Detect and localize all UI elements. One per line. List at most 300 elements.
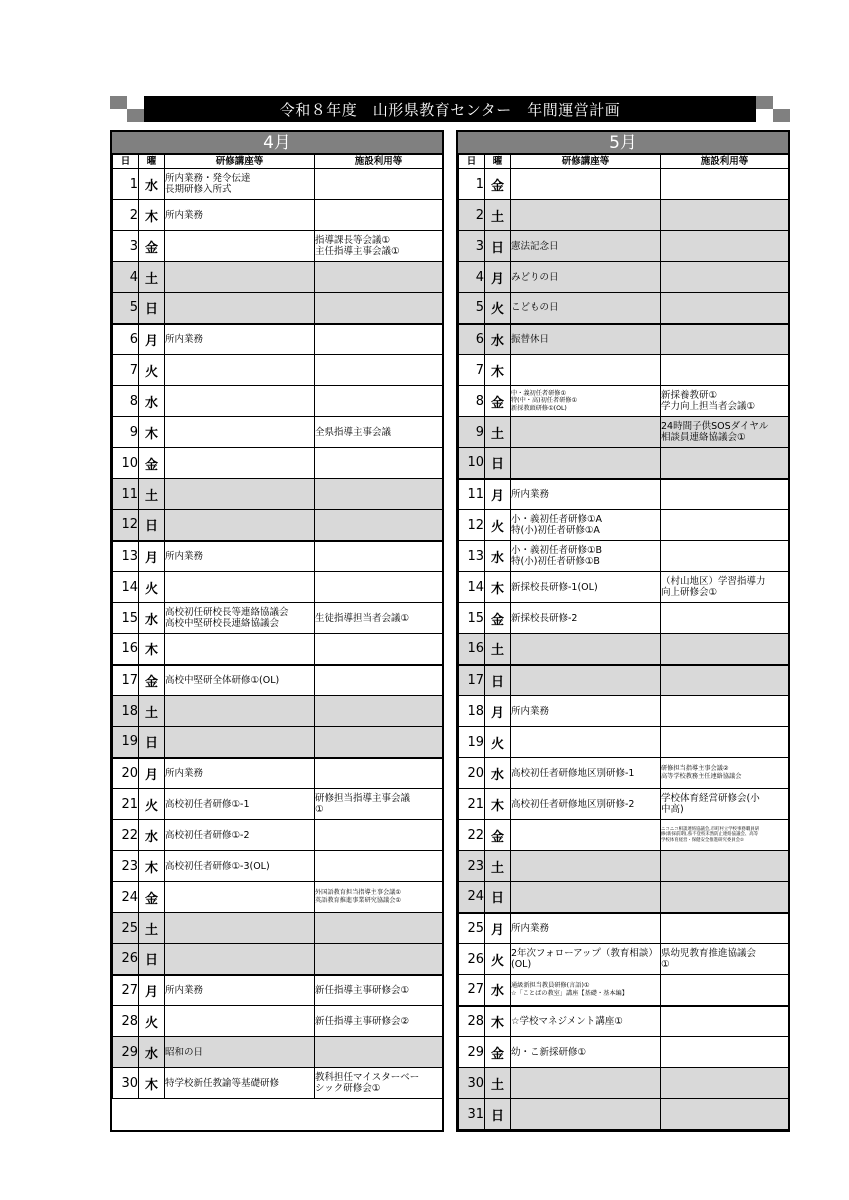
- training-cell: 中・義初任者研修① 特(中・高)初任者研修① 新採教頭研修①(OL): [511, 386, 661, 417]
- calendar-row: [459, 479, 789, 510]
- weekday-label: 土: [485, 634, 511, 665]
- weekday-label: 日: [139, 510, 165, 541]
- weekday-label: 木: [485, 355, 511, 386]
- column-header-day: 日: [459, 155, 485, 169]
- training-cell: 高校中堅研全体研修①(OL): [165, 665, 315, 696]
- day-number: 28: [113, 1006, 139, 1037]
- weekday-label: 火: [485, 510, 511, 541]
- facility-cell: [661, 665, 789, 696]
- weekday-label: 水: [485, 975, 511, 1006]
- calendar-row: [459, 882, 789, 913]
- day-number: 20: [459, 758, 485, 789]
- training-cell: [165, 448, 315, 479]
- calendar-row: [459, 696, 789, 727]
- weekday-label: 木: [139, 634, 165, 665]
- weekday-label: 水: [139, 1037, 165, 1068]
- calendar-row: [459, 262, 789, 293]
- weekday-label: 日: [485, 882, 511, 913]
- training-cell: [511, 1099, 661, 1130]
- weekday-label: 木: [485, 1006, 511, 1037]
- training-cell: [165, 355, 315, 386]
- facility-cell: [315, 758, 443, 789]
- day-number: 10: [459, 448, 485, 479]
- calendars-container: [110, 130, 790, 1132]
- column-header-day: 日: [113, 155, 139, 169]
- calendar-row: [459, 417, 789, 448]
- weekday-label: 土: [139, 913, 165, 944]
- day-number: 12: [113, 510, 139, 541]
- training-cell: 所内業務: [165, 758, 315, 789]
- training-cell: 所内業務・発令伝達 長期研修入所式: [165, 169, 315, 200]
- weekday-label: 土: [139, 262, 165, 293]
- facility-cell: 教科担任マイスターベー シック研修会①: [315, 1068, 443, 1099]
- day-number: 16: [113, 634, 139, 665]
- facility-cell: [661, 975, 789, 1006]
- facility-cell: [661, 1037, 789, 1068]
- facility-cell: [315, 1037, 443, 1068]
- day-number: 18: [459, 696, 485, 727]
- calendar-row: [459, 448, 789, 479]
- weekday-label: 火: [139, 1006, 165, 1037]
- calendar-may-body: [459, 169, 789, 1130]
- day-number: 18: [113, 696, 139, 727]
- training-cell: [511, 200, 661, 231]
- facility-cell: [315, 448, 443, 479]
- calendar-april-title: 4月: [112, 132, 442, 154]
- facility-cell: [315, 200, 443, 231]
- facility-cell: [661, 727, 789, 758]
- calendar-row: [113, 293, 443, 324]
- training-cell: [165, 479, 315, 510]
- training-cell: [511, 1068, 661, 1099]
- training-cell: [165, 510, 315, 541]
- weekday-label: 木: [485, 572, 511, 603]
- training-cell: 通級新担当教員研修(言語)① ☆「ことばの教室」講座【基礎・基本編】: [511, 975, 661, 1006]
- calendar-row: [113, 634, 443, 665]
- calendar-row: [113, 727, 443, 758]
- training-cell: 憲法記念日: [511, 231, 661, 262]
- day-number: 21: [459, 789, 485, 820]
- weekday-label: 金: [139, 231, 165, 262]
- column-header-facility: 施設利用等: [661, 155, 789, 169]
- day-number: 23: [113, 851, 139, 882]
- training-cell: [165, 696, 315, 727]
- calendar-may-title: 5月: [458, 132, 788, 154]
- day-number: 5: [113, 293, 139, 324]
- weekday-label: 木: [485, 789, 511, 820]
- day-number: 31: [459, 1099, 485, 1130]
- facility-cell: 学校体育経営研修会(小 中高): [661, 789, 789, 820]
- training-cell: [165, 262, 315, 293]
- column-header-training: 研修講座等: [165, 155, 315, 169]
- calendar-row: [459, 975, 789, 1006]
- training-cell: こどもの日: [511, 293, 661, 324]
- weekday-label: 月: [485, 479, 511, 510]
- facility-cell: [661, 231, 789, 262]
- day-number: 3: [459, 231, 485, 262]
- weekday-label: 月: [139, 975, 165, 1006]
- facility-cell: [661, 634, 789, 665]
- training-cell: [511, 727, 661, 758]
- weekday-label: 金: [485, 603, 511, 634]
- calendar-row: [459, 851, 789, 882]
- facility-cell: [315, 727, 443, 758]
- facility-cell: [661, 293, 789, 324]
- calendar-row: [113, 851, 443, 882]
- calendar-row: [113, 944, 443, 975]
- facility-cell: [661, 1006, 789, 1037]
- calendar-row: [459, 944, 789, 975]
- weekday-label: 木: [139, 200, 165, 231]
- facility-cell: 県幼児教育推進協議会 ①: [661, 944, 789, 975]
- calendar-row: [459, 634, 789, 665]
- calendar-row: [459, 1099, 789, 1130]
- day-number: 6: [459, 324, 485, 355]
- training-cell: 所内業務: [511, 479, 661, 510]
- training-cell: [165, 727, 315, 758]
- calendar-row: [459, 200, 789, 231]
- facility-cell: [661, 200, 789, 231]
- calendar-row: [459, 603, 789, 634]
- facility-cell: [661, 603, 789, 634]
- decoration-left-icon: [110, 96, 144, 122]
- calendar-april-table: [112, 154, 443, 1099]
- facility-cell: [315, 386, 443, 417]
- calendar-row: [459, 1068, 789, 1099]
- training-cell: 小・義初任者研修①A 特(小)初任者研修①A: [511, 510, 661, 541]
- weekday-label: 火: [139, 789, 165, 820]
- calendar-row: [113, 913, 443, 944]
- facility-cell: 外国語教育担当指導主事会議① 英語教育推進事業研究協議会①: [315, 882, 443, 913]
- training-cell: [165, 1006, 315, 1037]
- weekday-label: 水: [139, 169, 165, 200]
- column-header-weekday: 曜: [485, 155, 511, 169]
- calendar-row: [113, 696, 443, 727]
- day-number: 14: [113, 572, 139, 603]
- facility-cell: 新任指導主事研修会②: [315, 1006, 443, 1037]
- calendar-row: [113, 758, 443, 789]
- calendar-row: [113, 1068, 443, 1099]
- weekday-label: 土: [485, 1068, 511, 1099]
- facility-cell: [661, 510, 789, 541]
- training-cell: [511, 169, 661, 200]
- training-cell: [511, 882, 661, 913]
- weekday-label: 土: [139, 696, 165, 727]
- facility-cell: [315, 944, 443, 975]
- day-number: 30: [459, 1068, 485, 1099]
- weekday-label: 月: [485, 696, 511, 727]
- facility-cell: 指導課長等会議① 主任指導主事会議①: [315, 231, 443, 262]
- facility-cell: [315, 510, 443, 541]
- facility-cell: [661, 479, 789, 510]
- facility-cell: [661, 851, 789, 882]
- facility-cell: [661, 169, 789, 200]
- calendar-row: [113, 572, 443, 603]
- facility-cell: [315, 572, 443, 603]
- calendar-row: [113, 479, 443, 510]
- day-number: 3: [113, 231, 139, 262]
- day-number: 22: [459, 820, 485, 851]
- calendar-row: [113, 1006, 443, 1037]
- calendar-row: [113, 975, 443, 1006]
- training-cell: 昭和の日: [165, 1037, 315, 1068]
- training-cell: [511, 448, 661, 479]
- calendar-row: [459, 510, 789, 541]
- facility-cell: [661, 696, 789, 727]
- weekday-label: 日: [139, 727, 165, 758]
- calendar-row: [113, 355, 443, 386]
- calendar-row: [459, 820, 789, 851]
- training-cell: [511, 820, 661, 851]
- decoration-right-icon: [756, 96, 790, 122]
- calendar-row: [459, 355, 789, 386]
- facility-cell: （村山地区）学習指導力 向上研修会①: [661, 572, 789, 603]
- calendar-row: [459, 541, 789, 572]
- training-cell: 所内業務: [165, 200, 315, 231]
- weekday-label: 土: [485, 851, 511, 882]
- day-number: 26: [113, 944, 139, 975]
- training-cell: [511, 634, 661, 665]
- training-cell: 高校初任者研修①-2: [165, 820, 315, 851]
- calendar-row: [113, 386, 443, 417]
- weekday-label: 金: [485, 1037, 511, 1068]
- training-cell: [165, 386, 315, 417]
- calendar-row: [113, 200, 443, 231]
- day-number: 17: [113, 665, 139, 696]
- calendar-row: [113, 231, 443, 262]
- day-number: 22: [113, 820, 139, 851]
- facility-cell: 新採養教研① 学力向上担当者会議①: [661, 386, 789, 417]
- weekday-label: 月: [485, 262, 511, 293]
- title-banner: [110, 96, 790, 122]
- calendar-row: [459, 758, 789, 789]
- facility-cell: [661, 882, 789, 913]
- facility-cell: [661, 262, 789, 293]
- calendar-row: [113, 820, 443, 851]
- weekday-label: 日: [485, 665, 511, 696]
- day-number: 7: [113, 355, 139, 386]
- training-cell: [165, 913, 315, 944]
- weekday-label: 日: [485, 1099, 511, 1130]
- weekday-label: 火: [485, 944, 511, 975]
- day-number: 6: [113, 324, 139, 355]
- training-cell: 高校初任研校長等連絡協議会 高校中堅研校長連絡協議会: [165, 603, 315, 634]
- weekday-label: 日: [485, 231, 511, 262]
- facility-cell: [315, 851, 443, 882]
- weekday-label: 火: [485, 293, 511, 324]
- facility-cell: [661, 1068, 789, 1099]
- facility-cell: [315, 293, 443, 324]
- training-cell: [165, 293, 315, 324]
- calendar-row: [459, 572, 789, 603]
- table-header-row: [113, 155, 443, 169]
- page-title: 令和８年度 山形県教育センター 年間運営計画: [144, 96, 756, 122]
- day-number: 27: [459, 975, 485, 1006]
- weekday-label: 火: [139, 355, 165, 386]
- training-cell: 所内業務: [511, 696, 661, 727]
- weekday-label: 金: [485, 386, 511, 417]
- day-number: 14: [459, 572, 485, 603]
- day-number: 29: [113, 1037, 139, 1068]
- table-header-row: [459, 155, 789, 169]
- weekday-label: 水: [485, 324, 511, 355]
- day-number: 16: [459, 634, 485, 665]
- day-number: 27: [113, 975, 139, 1006]
- facility-cell: 全県指導主事会議: [315, 417, 443, 448]
- weekday-label: 金: [139, 448, 165, 479]
- day-number: 4: [459, 262, 485, 293]
- training-cell: 小・義初任者研修①B 特(小)初任者研修①B: [511, 541, 661, 572]
- day-number: 5: [459, 293, 485, 324]
- weekday-label: 日: [139, 293, 165, 324]
- calendar-row: [113, 169, 443, 200]
- training-cell: 振替休日: [511, 324, 661, 355]
- column-header-weekday: 曜: [139, 155, 165, 169]
- day-number: 26: [459, 944, 485, 975]
- facility-cell: [661, 1099, 789, 1130]
- calendar-row: [113, 324, 443, 355]
- training-cell: [165, 634, 315, 665]
- training-cell: 2年次フォローアップ（教育相談） (OL): [511, 944, 661, 975]
- calendar-row: [113, 1037, 443, 1068]
- calendar-april-body: [113, 169, 443, 1099]
- training-cell: 高校初任者研修①-3(OL): [165, 851, 315, 882]
- day-number: 7: [459, 355, 485, 386]
- facility-cell: [315, 541, 443, 572]
- calendar-row: [459, 386, 789, 417]
- day-number: 10: [113, 448, 139, 479]
- calendar-row: [459, 293, 789, 324]
- facility-cell: 研修担当指導主事会議 ①: [315, 789, 443, 820]
- training-cell: [165, 417, 315, 448]
- day-number: 15: [459, 603, 485, 634]
- day-number: 24: [113, 882, 139, 913]
- training-cell: [511, 851, 661, 882]
- weekday-label: 月: [139, 758, 165, 789]
- weekday-label: 土: [485, 417, 511, 448]
- facility-cell: [315, 820, 443, 851]
- calendar-row: [113, 603, 443, 634]
- day-number: 17: [459, 665, 485, 696]
- calendar-row: [113, 541, 443, 572]
- weekday-label: 水: [485, 541, 511, 572]
- training-cell: 高校初任者研修地区別研修-1: [511, 758, 661, 789]
- weekday-label: 水: [139, 386, 165, 417]
- day-number: 8: [459, 386, 485, 417]
- weekday-label: 木: [139, 851, 165, 882]
- document-page: [110, 96, 790, 1132]
- calendar-april: [110, 130, 444, 1132]
- calendar-row: [459, 169, 789, 200]
- day-number: 13: [113, 541, 139, 572]
- day-number: 30: [113, 1068, 139, 1099]
- training-cell: [511, 665, 661, 696]
- training-cell: ☆学校マネジメント講座①: [511, 1006, 661, 1037]
- facility-cell: [315, 262, 443, 293]
- training-cell: 所内業務: [165, 975, 315, 1006]
- day-number: 25: [113, 913, 139, 944]
- calendar-row: [113, 448, 443, 479]
- weekday-label: 月: [139, 324, 165, 355]
- calendar-may: [456, 130, 790, 1132]
- day-number: 1: [459, 169, 485, 200]
- calendar-row: [459, 324, 789, 355]
- training-cell: 新採校長研修-2: [511, 603, 661, 634]
- day-number: 11: [459, 479, 485, 510]
- calendar-row: [459, 1006, 789, 1037]
- day-number: 29: [459, 1037, 485, 1068]
- facility-cell: [315, 634, 443, 665]
- weekday-label: 土: [139, 479, 165, 510]
- calendar-row: [459, 789, 789, 820]
- training-cell: 所内業務: [165, 541, 315, 572]
- day-number: 11: [113, 479, 139, 510]
- facility-cell: [315, 913, 443, 944]
- calendar-row: [113, 665, 443, 696]
- column-header-training: 研修講座等: [511, 155, 661, 169]
- day-number: 23: [459, 851, 485, 882]
- day-number: 28: [459, 1006, 485, 1037]
- training-cell: [165, 572, 315, 603]
- day-number: 20: [113, 758, 139, 789]
- day-number: 21: [113, 789, 139, 820]
- calendar-row: [459, 727, 789, 758]
- weekday-label: 金: [139, 665, 165, 696]
- training-cell: 新採校長研修-1(OL): [511, 572, 661, 603]
- calendar-may-table: [458, 154, 789, 1130]
- facility-cell: [661, 355, 789, 386]
- facility-cell: [661, 324, 789, 355]
- facility-cell: [661, 541, 789, 572]
- weekday-label: 土: [485, 200, 511, 231]
- training-cell: 所内業務: [511, 913, 661, 944]
- day-number: 25: [459, 913, 485, 944]
- training-cell: [165, 231, 315, 262]
- training-cell: 特学校新任教諭等基礎研修: [165, 1068, 315, 1099]
- facility-cell: [315, 665, 443, 696]
- calendar-row: [113, 262, 443, 293]
- day-number: 2: [459, 200, 485, 231]
- training-cell: [511, 355, 661, 386]
- weekday-label: 金: [485, 820, 511, 851]
- weekday-label: 金: [139, 882, 165, 913]
- calendar-row: [459, 1037, 789, 1068]
- weekday-label: 水: [139, 603, 165, 634]
- facility-cell: [315, 479, 443, 510]
- weekday-label: 月: [139, 541, 165, 572]
- weekday-label: 金: [485, 169, 511, 200]
- facility-cell: [315, 355, 443, 386]
- calendar-row: [113, 789, 443, 820]
- facility-cell: 24時間子供SOSダイヤル 相談員連絡協議会①: [661, 417, 789, 448]
- weekday-label: 日: [139, 944, 165, 975]
- training-cell: [165, 944, 315, 975]
- calendar-row: [459, 913, 789, 944]
- day-number: 8: [113, 386, 139, 417]
- facility-cell: 新任指導主事研修会①: [315, 975, 443, 1006]
- calendar-row: [113, 510, 443, 541]
- day-number: 24: [459, 882, 485, 913]
- facility-cell: [315, 169, 443, 200]
- weekday-label: 日: [485, 448, 511, 479]
- calendar-row: [459, 231, 789, 262]
- weekday-label: 木: [139, 1068, 165, 1099]
- day-number: 9: [113, 417, 139, 448]
- day-number: 2: [113, 200, 139, 231]
- training-cell: [165, 882, 315, 913]
- day-number: 19: [113, 727, 139, 758]
- column-header-facility: 施設利用等: [315, 155, 443, 169]
